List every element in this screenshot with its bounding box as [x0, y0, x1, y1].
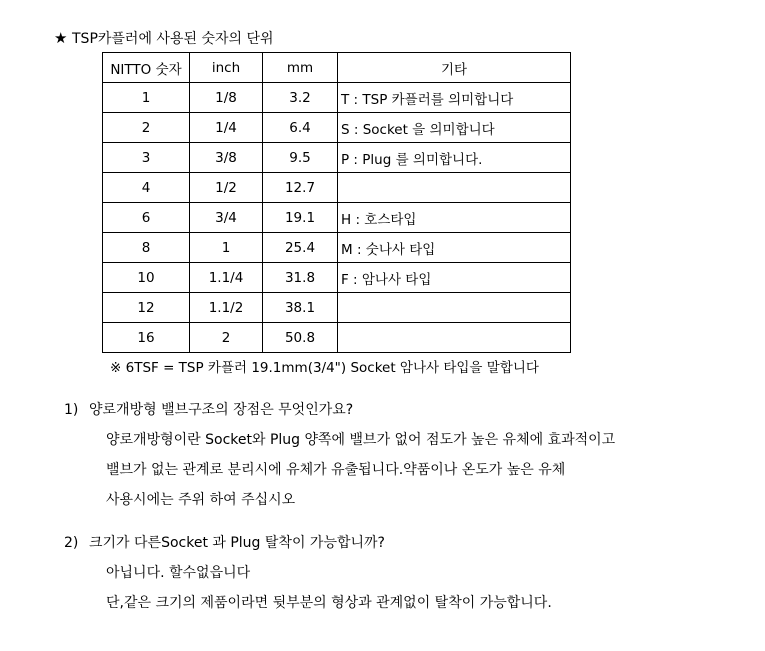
- question-text: 양로개방형 밸브구조의 장점은 무엇인가요?: [89, 402, 354, 418]
- cell-nitto: 6: [103, 203, 190, 233]
- question-2: [64, 533, 385, 553]
- table-footnote: ※ 6TSF = TSP 카플러 19.1mm(3/4") Socket 암나사 타입을 말합니다: [110, 360, 539, 376]
- cell-mm: 3.2: [263, 83, 338, 113]
- cell-etc: [338, 323, 571, 353]
- cell-inch: 1/4: [190, 113, 263, 143]
- cell-etc: [338, 293, 571, 323]
- cell-nitto: 8: [103, 233, 190, 263]
- question-text: 크기가 다른Socket 과 Plug 탈착이 가능합니까?: [89, 535, 385, 551]
- cell-inch: 3/4: [190, 203, 263, 233]
- cell-nitto: 16: [103, 323, 190, 353]
- table-row: [103, 233, 571, 263]
- column-header-mm: mm: [263, 53, 338, 83]
- answer-1-line-2: 밸브가 없는 관계로 분리시에 유체가 유출됩니다.약품이나 온도가 높은 유체: [106, 462, 566, 478]
- table-row: [103, 83, 571, 113]
- cell-mm: 25.4: [263, 233, 338, 263]
- table-header-row: [103, 53, 571, 83]
- cell-mm: 19.1: [263, 203, 338, 233]
- cell-etc: M : 숫나사 타입: [338, 233, 571, 263]
- table-row: [103, 143, 571, 173]
- cell-etc: S : Socket 을 의미합니다: [338, 113, 571, 143]
- unit-table: [102, 52, 571, 353]
- cell-inch: 1/2: [190, 173, 263, 203]
- cell-inch: 1/8: [190, 83, 263, 113]
- cell-nitto: 1: [103, 83, 190, 113]
- cell-mm: 31.8: [263, 263, 338, 293]
- cell-nitto: 4: [103, 173, 190, 203]
- cell-etc: F : 암나사 타입: [338, 263, 571, 293]
- table-row: [103, 263, 571, 293]
- table-row: [103, 293, 571, 323]
- cell-mm: 6.4: [263, 113, 338, 143]
- answer-1-line-3: 사용시에는 주위 하여 주십시오: [106, 492, 296, 508]
- cell-nitto: 2: [103, 113, 190, 143]
- answer-1-line-1: 양로개방형이란 Socket와 Plug 양쪽에 밸브가 없어 점도가 높은 유체에 효과적이고: [106, 432, 616, 448]
- question-number: 2): [64, 535, 79, 551]
- column-header-nitto: NITTO 숫자: [103, 53, 190, 83]
- cell-mm: 38.1: [263, 293, 338, 323]
- cell-inch: 1: [190, 233, 263, 263]
- cell-etc: H : 호스타입: [338, 203, 571, 233]
- heading-text: TSP카플러에 사용된 숫자의 단위: [72, 31, 274, 47]
- cell-etc: T : TSP 카플러를 의미합니다: [338, 83, 571, 113]
- cell-inch: 2: [190, 323, 263, 353]
- cell-etc: P : Plug 를 의미합니다.: [338, 143, 571, 173]
- cell-etc: [338, 173, 571, 203]
- cell-mm: 12.7: [263, 173, 338, 203]
- cell-inch: 3/8: [190, 143, 263, 173]
- cell-nitto: 10: [103, 263, 190, 293]
- table-row: [103, 113, 571, 143]
- black-star-icon: ★: [54, 29, 68, 47]
- table-row: [103, 203, 571, 233]
- column-header-etc: 기타: [338, 53, 571, 83]
- cell-inch: 1.1/2: [190, 293, 263, 323]
- cell-inch: 1.1/4: [190, 263, 263, 293]
- table-row: [103, 323, 571, 353]
- cell-nitto: 3: [103, 143, 190, 173]
- question-1: [64, 400, 353, 420]
- column-header-inch: inch: [190, 53, 263, 83]
- cell-nitto: 12: [103, 293, 190, 323]
- cell-mm: 9.5: [263, 143, 338, 173]
- section-heading: [54, 28, 274, 48]
- cell-mm: 50.8: [263, 323, 338, 353]
- answer-2-line-1: 아닙니다. 할수없읍니다: [106, 565, 251, 581]
- table-row: [103, 173, 571, 203]
- question-number: 1): [64, 402, 79, 418]
- answer-2-line-2: 단,같은 크기의 제품이라면 뒷부분의 형상과 관계없이 탈착이 가능합니다.: [106, 595, 552, 611]
